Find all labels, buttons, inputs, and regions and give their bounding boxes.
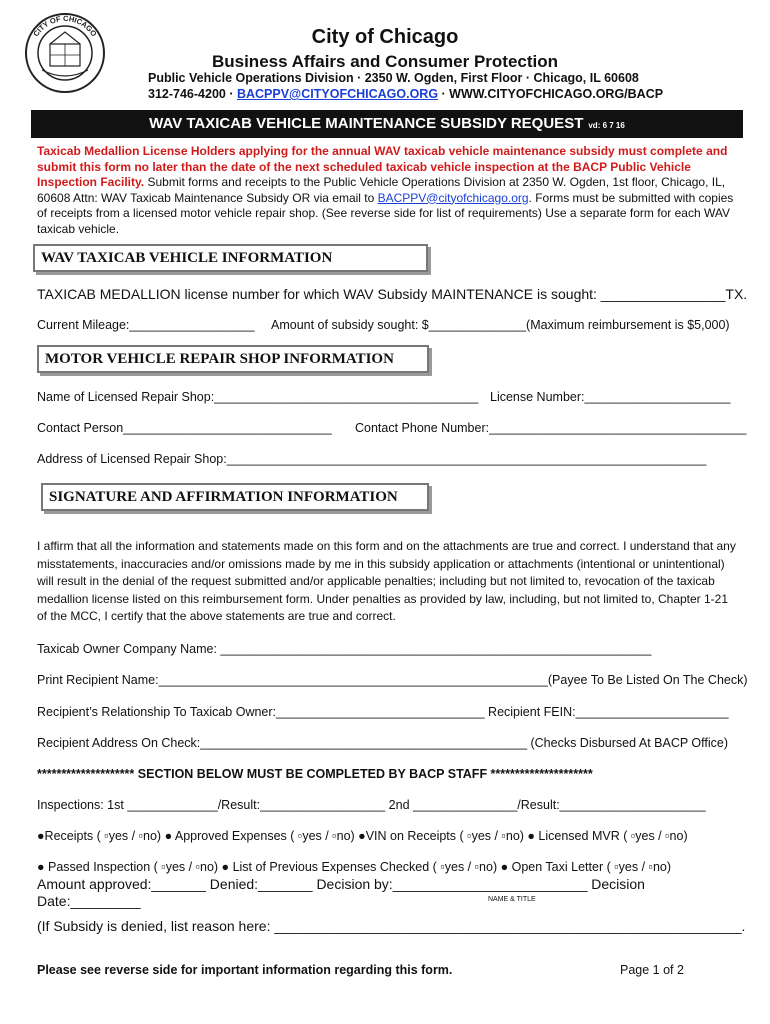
section-repair-shop: MOTOR VEHICLE REPAIR SHOP INFORMATION	[37, 345, 429, 373]
instructions-text-2: . Forms must be submitted with copies of receipts from a licensed motor vehicle repair shop. (See reverse side for list of requirements) Use a separate form for each WAV taxicab vehicle.	[37, 190, 734, 236]
staff-checklist-row-1[interactable]: ●Receipts ( ▫yes / ▫no) ● Approved Expenses ( ▫yes / ▫no) ●VIN on Receipts ( ▫yes / ▫no) ● Licensed MVR ( ▫yes / ▫no)	[37, 829, 688, 843]
inspections-field[interactable]: Inspections: 1st _____________/Result:__________________ 2nd _______________/Result:_____________________	[37, 798, 706, 812]
deadline-notice: Taxicab Medallion License Holders applying for the annual WAV taxicab vehicle maintenance subsidy must complete and submit this form no later than the date of the next scheduled taxicab vehicle inspection at the BACP Public Vehicle Inspection Facility.	[37, 144, 728, 189]
amount-approved-line[interactable]: Amount approved:_______ Denied:_______ Decision by:_________________________ Decision	[37, 876, 645, 892]
website-text: · WWW.CITYOFCHICAGO.ORG/BACP	[441, 87, 664, 101]
section-vehicle-info: WAV TAXICAB VEHICLE INFORMATION	[33, 244, 428, 272]
city-title: City of Chicago	[311, 26, 459, 48]
reverse-side-note: Please see reverse side for important information regarding this form.	[37, 963, 453, 977]
repair-shop-address-field[interactable]: Address of Licensed Repair Shop:_____________________________________________________________________	[37, 452, 707, 466]
page-number: Page 1 of 2	[620, 963, 684, 977]
staff-checklist-row-2[interactable]: ● Passed Inspection ( ▫yes / ▫no) ● List of Previous Expenses Checked ( ▫yes / ▫no) ● Open Taxi Letter ( ▫yes / ▫no)	[37, 860, 672, 874]
version-label: vd: 6 7 16	[588, 121, 625, 130]
denial-reason-field[interactable]: (If Subsidy is denied, list reason here: ____________________________________________________________.	[37, 918, 746, 934]
phone-number: 312-746-4200 ·	[148, 87, 234, 101]
repair-shop-name-field[interactable]: Name of Licensed Repair Shop:______________________________________	[37, 390, 479, 404]
instructions-paragraph	[37, 144, 737, 237]
recipient-name-field[interactable]: Print Recipient Name:________________________________________________________(Payee To Be Listed On The Check)	[37, 673, 748, 687]
recipient-address-field[interactable]: Recipient Address On Check:_______________________________________________ (Checks Disbursed At BACP Office)	[37, 736, 729, 750]
decision-date-field[interactable]: Date:_________	[37, 893, 141, 909]
instructions-text-1: Submit forms and receipts to the Public Vehicle Operations Division at 2350 W. Ogden, 1st floor, Chicago, IL, 60608 Attn: WAV Taxicab Maintenance Subsidy OR via email to	[37, 175, 726, 205]
form-title: WAV TAXICAB VEHICLE MAINTENANCE SUBSIDY REQUEST	[149, 115, 584, 132]
name-title-caption: NAME & TITLE	[488, 896, 536, 903]
subsidy-amount-field[interactable]: Amount of subsidy sought: $______________(Maximum reimbursement is $5,000)	[271, 318, 730, 332]
affirmation-statement: I affirm that all the information and statements made on this form and on the attachments are true and correct. I understand that any misstatements, inaccuracies and/or omissions made by me in this subsidy application or attachments (intentional or unintentional) will result in the denial of the request submitted and/or applicable penalties; including but not limited to, revocation of the taxicab medallion license listed on this reimbursement form. Under penalties as provided by law, including, but not limited to, Chapter 1-21 of the MCC, I certify that the above statements are true and correct.	[37, 539, 736, 623]
instructions-email-link[interactable]: BACPPV@cityofchicago.org	[377, 190, 529, 205]
medallion-field[interactable]: TAXICAB MEDALLION license number for which WAV Subsidy MAINTENANCE is sought: ________________TX.	[37, 286, 748, 302]
company-name-field[interactable]: Taxicab Owner Company Name: ______________________________________________________________	[37, 642, 652, 656]
mileage-field[interactable]: Current Mileage:__________________	[37, 318, 255, 332]
svg-text:CITY OF CHICAGO: CITY OF CHICAGO	[31, 13, 99, 39]
license-number-field[interactable]: License Number:_____________________	[490, 390, 731, 404]
staff-section-divider: ******************** SECTION BELOW MUST BE COMPLETED BY BACP STAFF *********************	[37, 767, 593, 781]
contact-line	[148, 87, 663, 101]
recipient-relationship-field[interactable]: Recipient’s Relationship To Taxicab Owner:______________________________ Recipient FEIN:______________________	[37, 705, 729, 719]
section-signature: SIGNATURE AND AFFIRMATION INFORMATION	[41, 483, 429, 511]
contact-person-field[interactable]: Contact Person______________________________	[37, 421, 332, 435]
division-address: Public Vehicle Operations Division · 2350 W. Ogden, First Floor · Chicago, IL 60608	[148, 71, 639, 85]
contact-phone-field[interactable]: Contact Phone Number:_____________________________________	[355, 421, 747, 435]
email-link[interactable]: BACPPV@CITYOFCHICAGO.ORG	[236, 87, 439, 101]
form-title-bar	[31, 110, 743, 138]
department-title: Business Affairs and Consumer Protection	[211, 52, 559, 71]
